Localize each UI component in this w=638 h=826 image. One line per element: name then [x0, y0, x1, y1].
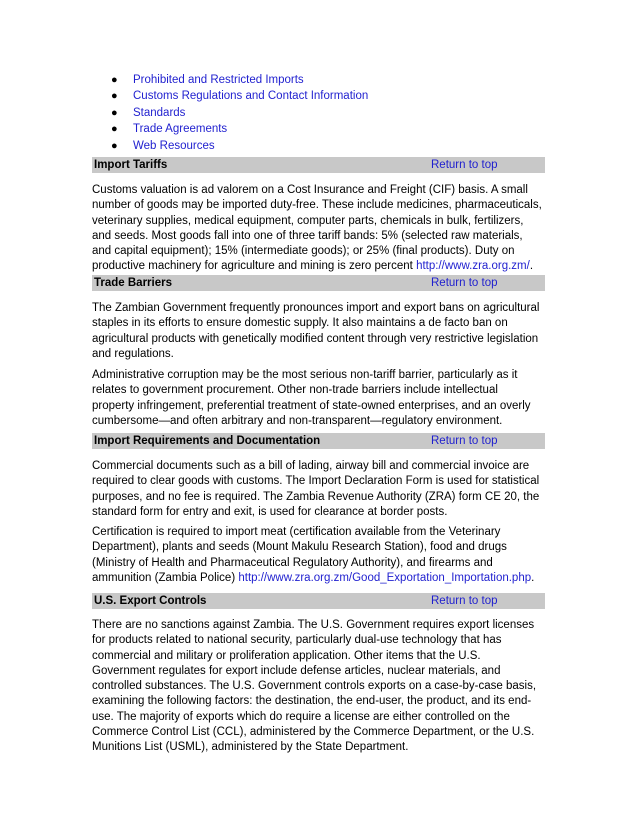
section-header-import-tariffs [92, 157, 545, 173]
zra-website-link[interactable]: http://www.zra.org.zm/ [416, 260, 530, 273]
text-line [92, 259, 547, 274]
link-web-resources[interactable]: Web Resources [133, 139, 215, 152]
section-title: Trade Barriers [94, 277, 172, 289]
return-to-top-link[interactable]: Return to top [431, 159, 498, 171]
text-line: and capital equipment); 15% (intermediate goods); or 25% (final products). Duty on [92, 245, 515, 258]
text-line: cumbersome—and often arbitrary and non-transparent—regulatory environment. [92, 414, 503, 427]
text-line: Government regulates for export include defense articles, nuclear materials, and [92, 664, 501, 677]
list-item [111, 121, 368, 137]
section-title: Import Tariffs [94, 159, 168, 171]
link-customs-regulations[interactable]: Customs Regulations and Contact Information [133, 90, 369, 103]
text-line: agricultural products with genetically modified content through very restrictive legislation [92, 332, 539, 345]
text-line: commercial and military or proliferation application. Other items that the U.S. [92, 649, 481, 662]
text-line: property infringement, preferential treatment of state-owned enterprises, and an overly [92, 399, 531, 412]
export-controls-paragraph [92, 618, 547, 756]
link-prohibited-restricted-imports[interactable]: Prohibited and Restricted Imports [133, 74, 304, 86]
text-line: use. The majority of exports which do require a license are either controlled on the [92, 710, 510, 723]
text-line: staples in its efforts to ensure domestic supply. It also maintains a de facto ban on [92, 317, 508, 330]
bullet-icon: ● [111, 90, 118, 103]
text-line: (Ministry of Health and Pharmaceutical Regulatory Authority), and firearms and [92, 556, 493, 569]
text-line: Commerce Control List (CCL), administered by the Commerce Department, or the U.S. [92, 726, 535, 739]
text-line: standard form for entry and exit, is used for clearance at border posts. [92, 505, 448, 518]
list-item [111, 138, 368, 154]
return-to-top-link[interactable]: Return to top [431, 435, 498, 447]
bullet-icon: ● [111, 74, 118, 86]
return-to-top-link[interactable]: Return to top [431, 595, 498, 607]
text-segment: productive machinery for agriculture and mining is zero percent [92, 260, 417, 273]
text-segment: . [531, 571, 535, 584]
text-line: and seeds. Most goods fall into one of three tariff bands: 5% (selected raw materials, [92, 229, 523, 242]
trade-barriers-paragraph-1 [92, 301, 547, 362]
text-line: relates to government procurement. Other non-trade barriers include intellectual [92, 384, 498, 397]
import-tariffs-paragraph [92, 183, 547, 275]
text-line: examining the following factors: the destination, the end-user, the product, and its end- [92, 695, 532, 708]
return-to-top-link[interactable]: Return to top [431, 277, 498, 289]
text-line: purposes, and no fee is required. The Zambia Revenue Authority (ZRA) form CE 20, the [92, 490, 540, 503]
bullet-icon: ● [111, 139, 118, 152]
text-line: Department), plants and seeds (Mount Makulu Research Station), food and drugs [92, 541, 507, 554]
text-line: There are no sanctions against Zambia. The U.S. Government requires export licenses [92, 619, 535, 631]
topic-link-list [111, 72, 368, 154]
bullet-icon: ● [111, 106, 118, 119]
list-item [111, 88, 368, 104]
text-line [92, 571, 547, 586]
text-line: for products related to national security, particularly dual-use technology that has [92, 634, 502, 647]
link-standards[interactable]: Standards [133, 106, 186, 119]
text-segment: . [529, 260, 534, 273]
text-segment: ammunition (Zambia Police) [92, 571, 239, 584]
text-line: required to clear goods with customs. The Import Declaration Form is used for statistical [92, 475, 540, 488]
text-line: Certification is required to import meat (certification available from the Veterinary [92, 526, 501, 538]
section-header-import-requirements [92, 433, 545, 449]
bullet-icon: ● [111, 123, 118, 136]
link-trade-agreements[interactable]: Trade Agreements [133, 123, 228, 136]
text-line: Commercial documents such as a bill of lading, airway bill and commercial invoice are [92, 460, 530, 472]
zra-import-export-link[interactable]: http://www.zra.org.zm/Good_Exportation_Importation.php [238, 571, 532, 584]
section-header-trade-barriers [92, 275, 545, 291]
text-line: number of goods may be imported duty-free. These include medicines, pharmaceuticals, [92, 199, 542, 212]
import-requirements-paragraph-1 [92, 459, 547, 520]
list-item [111, 72, 368, 88]
text-line: and regulations. [92, 347, 174, 360]
text-line: The Zambian Government frequently pronounces import and export bans on agricultural [92, 302, 540, 314]
trade-barriers-paragraph-2 [92, 368, 547, 429]
import-requirements-paragraph-2 [92, 525, 547, 586]
section-title: U.S. Export Controls [94, 595, 207, 607]
text-line: controlled substances. The U.S. Government controls exports on a case-by-case basis, [92, 680, 537, 693]
text-line: Customs valuation is ad valorem on a Cost Insurance and Freight (CIF) basis. A small [92, 184, 528, 196]
list-item [111, 105, 368, 121]
section-header-export-controls [92, 593, 545, 609]
text-line: Administrative corruption may be the most serious non-tariff barrier, particularly as it [92, 369, 518, 381]
text-line: veterinary supplies, medical equipment, computer parts, chemicals in bulk, fertilizers, [92, 214, 524, 227]
section-title: Import Requirements and Documentation [94, 435, 321, 447]
text-line: Munitions List (USML), administered by the State Department. [92, 741, 409, 754]
